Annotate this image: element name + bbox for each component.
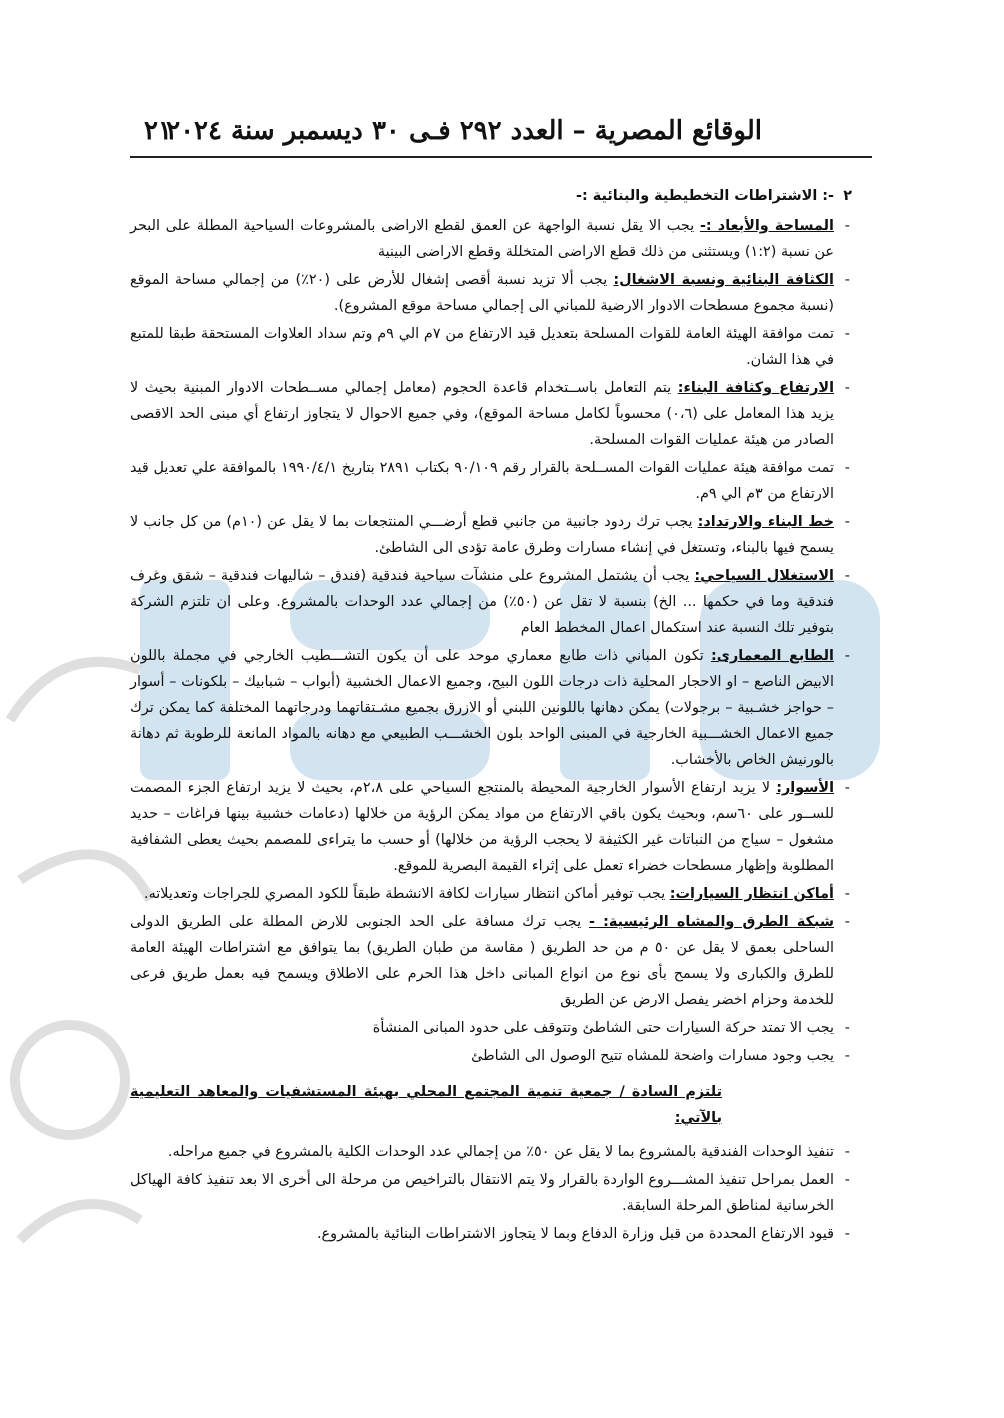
list-item <box>130 1015 852 1041</box>
item-lead: خط البناء والارتداد: <box>697 514 834 530</box>
bullet: - <box>844 326 850 342</box>
list-item <box>130 1167 852 1219</box>
item-text: يتم التعامل باســتخدام قاعدة الحجوم (معامل إجمالي مســطحات الادوار المبنية بحيث لا يزيد هذا المعامل على (٠،٦) محسوباً لكامل مساحة الموقع)، وفي جميع الاحوال لا يتجاوز ارتفاع أي مبنى الحد الاقصى الصادر من هيئة عمليات القوات المسلحة. <box>130 380 834 448</box>
item-lead: الارتفاع وكثافة البناء: <box>677 380 834 396</box>
item-text: يجب ألا تزيد نسبة أقصى إشغال للأرض على (٢٠٪) من إجمالي مساحة الموقع (نسبة مجموع مسطحات الادوار الارضية للمباني الى إجمالي مساحة موقع المشروع). <box>130 272 834 314</box>
conditions-list <box>130 213 852 1069</box>
list-item <box>130 1043 852 1069</box>
list-item <box>130 213 852 265</box>
item-lead: المساحة والأبعاد :- <box>699 218 834 234</box>
bullet: - <box>844 1172 850 1188</box>
item-text: تمت موافقة الهيئة العامة للقوات المسلحة بتعديل قيد الارتفاع من ٧م الي ٩م وتم سداد العلاوات المستحقة طبقا للمتبع في هذا الشان. <box>130 326 835 368</box>
section-number: ٢ <box>843 188 852 204</box>
item-text: يجب توفير أماكن انتظار سيارات لكافة الانشطة طبقاً للكود المصري للجراجات وتعديلاته. <box>144 886 670 902</box>
item-lead: الطابع المعمارى: <box>711 648 834 664</box>
list-item <box>130 881 852 907</box>
item-text: تكون المباني ذات طابع معماري موحد على أن يكون التشـــطيب الخارجي في مجملة باللون الابيض الناصع – او الاحجار المحلية ذات درجات اللون البيج، وجميع الاعمال الخشبية (أبواب – شبابيك – بلكونات – أسوار – حواجز خشـبية – برجولات) يمكن دهانها باللونين اللبني أو الازرق بجميع مشـتقاتهما ودرجاتهما المختلفة كما يمكن ترك جميع الاعمال الخشـــبية الخارجية في المبنى الواحد بلون الخشـــب الطبيعي مع دهانه بالمواد المانعة للرطوبة ثم دهانة بالورنيش الخاص بالأخشاب. <box>130 648 834 768</box>
item-text: يجب الا يقل نسبة الواجهة عن العمق لقطع الاراضى بالمشروعات السياحية المطلة على البحر عن نسبة (١:٢) ويستثنى من ذلك قطع الاراضى المتخللة وقطع الاراضى البينية <box>130 218 834 260</box>
bullet: - <box>844 914 850 930</box>
list-item <box>130 1139 852 1165</box>
obligations-list <box>130 1139 852 1247</box>
item-text: يجب ترك ردود جانبية من جانبي قطع أرضـــي المنتجعات بما لا يقل عن (١٠م) من كل جانب لا يسمح فيها بالبناء، وتستغل في إنشاء مسارات وطرق عامة تؤدى الى الشاطئ. <box>130 514 834 556</box>
item-text: يجب ترك مسافة على الحد الجنوبى للارض المطلة على الطريق الدولى الساحلى بعمق لا يقل عن ٥٠ م من حد الطريق ( مقاسة من طبان الطريق) بما يتوافق مع اشتراطات الهيئة العامة للطرق والكبارى ولا يسمح بأى نوع من انواع المبانى داخل هذا الحرم على الاطلاق ويسمح فيه بعمل طريق فرعى للخدمة وحزام اخضر يفصل الارض عن الطريق <box>130 914 834 1008</box>
list-item <box>130 509 852 561</box>
bullet: - <box>844 648 850 664</box>
bullet: - <box>844 886 850 902</box>
item-text: العمل بمراحل تنفيذ المشـــروع الواردة بالقرار ولا يتم الانتقال بالتراخيص من مرحلة الى أخرى الا بعد تنفيذ كافة الهياكل الخرسانية لمناطق المرحلة السابقة. <box>130 1172 834 1214</box>
item-text: تمت موافقة هيئة عمليات القوات المســلحة بالقرار رقم ٩٠/١٠٩ بكتاب ٢٨٩١ بتاريخ ١٩٩٠/٤/١ بالموافقة علي تعديل قيد الارتفاع من ٣م الي ٩م. <box>130 460 835 502</box>
item-text: قيود الارتفاع المحددة من قبل وزارة الدفاع وبما لا يتجاوز الاشتراطات البنائية بالمشروع. <box>316 1226 834 1242</box>
bullet: - <box>844 1020 850 1036</box>
list-item <box>130 909 852 1013</box>
item-lead: الأسوار: <box>776 780 835 796</box>
item-lead: أماكن انتظار السيارات: <box>669 886 834 902</box>
list-item <box>130 455 852 507</box>
page-header <box>130 110 872 158</box>
section-heading <box>130 183 852 209</box>
item-text: لا يزيد ارتفاع الأسوار الخارجية المحيطة بالمنتجع السياحي على ٢،٨م، بحيث لا يزيد ارتفاع الجزء المصمت للســور على ٦٠سم، وبحيث يكون باقي الارتفاع من مواد يمكن الرؤية من خلالها (دعامات خشبية بينها فراغات – حديد مشغول – سياج من النباتات غير الكثيفة لا يحجب الرؤية من خلالها) أو حسب ما يتراءى للمصمم بحيث يعطى الشفافية المطلوبة وإظهار مسطحات خضراء تعمل على إثراء القيمة البصرية للموقع. <box>130 780 835 874</box>
list-item <box>130 375 852 453</box>
bullet: - <box>844 1048 850 1064</box>
item-text: يجب الا تمتد حركة السيارات حتى الشاطئ وتتوقف على حدود المبانى المنشأة <box>372 1020 834 1036</box>
bullet: - <box>844 272 850 288</box>
list-item <box>130 267 852 319</box>
bullet: - <box>844 1226 850 1242</box>
list-item <box>130 775 852 879</box>
item-text: تنفيذ الوحدات الفندقية بالمشروع بما لا يقل عن ٥٠٪ من إجمالي عدد الوحدات الكلية بالمشروع في جميع مراحله. <box>167 1144 834 1160</box>
list-item <box>130 563 852 641</box>
bullet: - <box>844 1144 850 1160</box>
item-text: يجب أن يشتمل المشروع على منشآت سياحية فندقية (فندق – شاليهات فندقية – شقق وغرف فندقية وما في حكمها ... الخ) بنسبة لا تقل عن (٥٠٪) من إجمالي عدد الوحدات بالمشروع. وعلى ان تلتزم الشركة بتوفير تلك النسبة عند استكمال اعمال المخطط العام <box>130 568 834 636</box>
bullet: - <box>844 568 850 584</box>
item-lead: الكثافة البنائية ونسبة الاشغال: <box>613 272 834 288</box>
item-text: يجب وجود مسارات واضحة للمشاه تتيح الوصول الى الشاطئ <box>471 1048 834 1064</box>
list-item <box>130 321 852 373</box>
item-lead: الاستغلال السياحي: <box>694 568 834 584</box>
list-item <box>130 1221 852 1247</box>
document-body <box>130 183 852 1249</box>
list-item <box>130 643 852 773</box>
page-number: ٢١ <box>144 116 172 146</box>
bullet: - <box>844 514 850 530</box>
section-title: -: الاشتراطات التخطيطية والبنائية :- <box>575 188 834 204</box>
item-lead: شبكة الطرق والمشاه الرئيسية: - <box>588 914 834 930</box>
bullet: - <box>844 380 850 396</box>
gazette-title: الوقائع المصرية – العدد ٢٩٢ فـى ٣٠ ديسمبر سنة ٢٠٢٤ <box>166 116 762 146</box>
obligations-heading: تلتزم السادة / جمعية تنمية المجتمع المحلي بهيئة المستشفيات والمعاهد التعليمية بالآتي: <box>130 1084 722 1126</box>
bullet: - <box>844 780 850 796</box>
bullet: - <box>844 460 850 476</box>
bullet: - <box>844 218 850 234</box>
